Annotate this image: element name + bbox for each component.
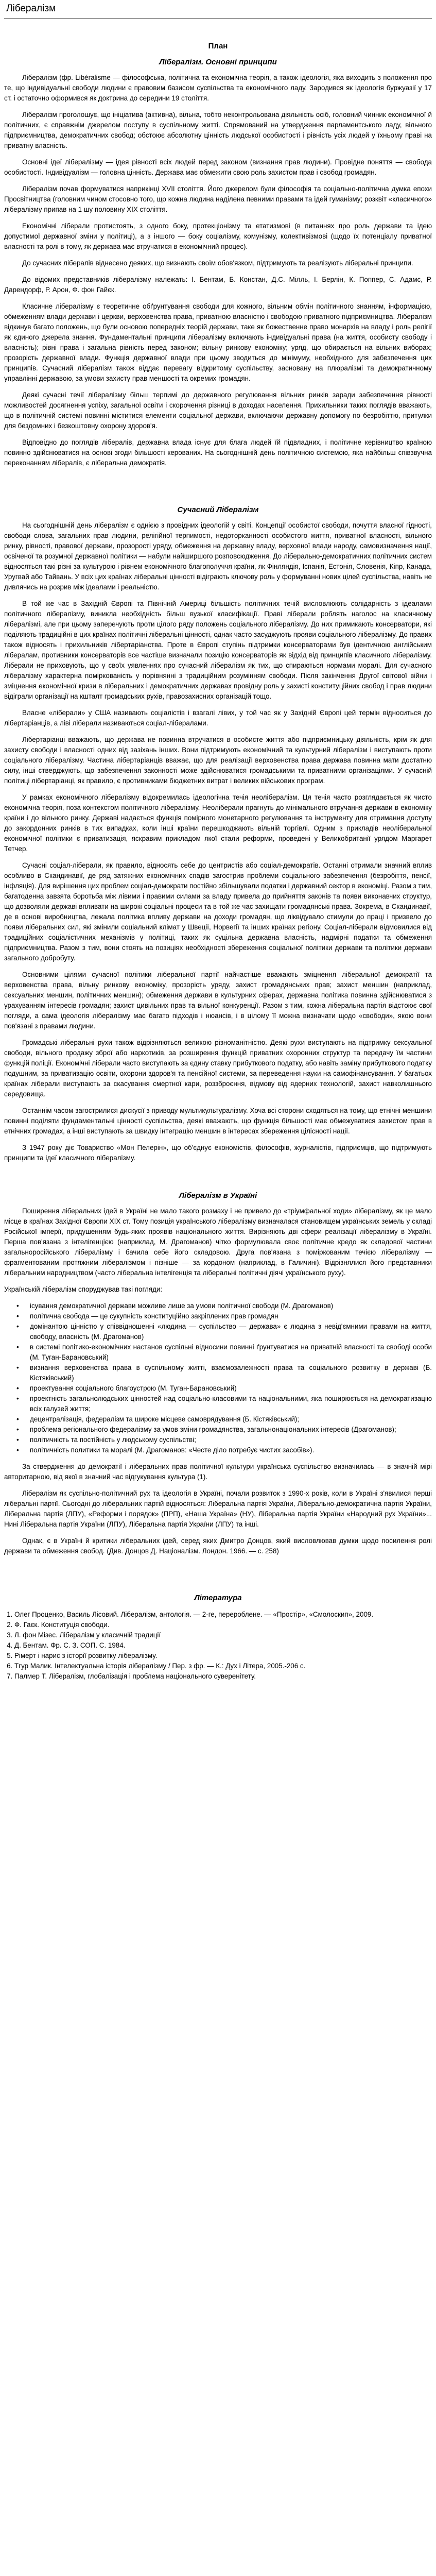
plan-heading: План — [208, 42, 228, 50]
paragraph: Основні ідеї лібералізму — ідея рівності всіх людей перед законом (визнання прав людини). Провідне поняття — свобода особистості. Індивідуалізм — головна цінність. Держава має обмежити свою роль захистом прав і свобод громадян. — [4, 158, 432, 176]
section-literature — [4, 1594, 432, 1682]
paragraph: З 1947 року діє Товариство «Мон Пелерін», що об'єднує економістів, філософів, журналістів, підприємців, що підтримують принципи та ідеї класичного лібералізму. — [4, 1144, 432, 1162]
paragraph: Останнім часом загострилися дискусії з приводу мультикультуралізму. Хоча всі сторони сходяться на тому, що етнічні меншини повинні поділяти фундаментальні цінності суспільства, деякі вважають, що функція більшості має обмежуватися захистом прав в етнічних громадах, а інші виступають за швидку інтеграцію меншин в інтересах збереження цілісності нації. — [4, 1107, 432, 1135]
list-item: • ісування демократичної держави можливе лише за умови політичної свободи (М. Драгоманов) — [30, 1301, 432, 1311]
list-item: 6. Тгур Малик. Інтелектуальна історія лібералізму / Пер. з фр. — К.: Дух і Літера, 2005.-206 с. — [14, 1661, 432, 1671]
section-heading: Лібералізм. Основні принципи — [159, 58, 277, 66]
section-heading: Література — [194, 1594, 242, 1602]
list-item: • проблема регіонального федералізму за умов зміни громадянства, загальнонаціональних інтересів (Драгоманов); — [30, 1425, 432, 1435]
paragraph: Лібералізм почав формуватися наприкінці XVII століття. Його джерелом були філософія та соціально-політична думка епохи Просвітництва (головним чином стосовно того, що кожна людина наділена певними правами та ідей гуманізму; розквіт «класичного» лібералізму припав на 1 шу половину XIX століття. — [4, 185, 432, 213]
list-item: • визнання верховенства права в суспільному житті, взаємозалежності права та соціального розвитку в державі (Б. Кістяківський) — [30, 1363, 432, 1383]
list-item: • в системі політико-економічних настанов суспільні відносини повинні ґрунтуватися на приватній власності та свободі особи (М. Туган-Барановський) — [30, 1342, 432, 1363]
paragraph: Поширення ліберальних ідей в Україні не мало такого розмаху і не привело до «тріумфальної ходи» лібералізму, як це мало місце в країнах Західної Європи XIX ст. Тому позиція українського лібералізму визначалася становищем українських земель у складі Російської імперії, придушенням будь-яких проявів національного життя. Вирізняють дві сфери реалізації лібералізму в Україні. Перша пов'язана з інтелігенцією (наприклад, М. Драгоманов) чітко формулювала своє політичне кредо як складової частини загальноросійського лібералізму і бачила себе його складовою. Друга пов'язана з поміркованим течією лібералізму — фрагментованим протяжним лібералізмом і пізніше — за кордоном (наприклад, в Галичині). Відрізнялися його представники ліберальним народництвом (часто ліберальна інтелігенція та ліберальні політичні діячі українського руху). — [4, 1207, 432, 1277]
paragraph: В той же час в Західній Європі та Північній Америці більшість політичних течій висловлюють солідарність з ідеалами політичного лібералізму, виникла необхідність більш вузької класифікації. Праві ліберали роблять наголос на класичному лібералізмі, але при цьому заперечують проти цілого ряду положень соціального лібералізму. До них примикають консерватори, які поділяють традиційні в цих країнах політичні ліберальні цінності, однак часто засуджують прояви соціального лібералізму. До правих також відносять і прихильників лібертаріанства. Проте в Європі ступінь підтримки консерваторами був ідентичною англійським лібералам, противники консерваторів все частіше визначали позицію консерваторів як відхід від принципів класичного лібералізму. Ліберали не приховують, що у своїх уявленнях про сучасний лібералізм як тих, що спираються нормами моралі. Для сучасного лібералізму характерна поміркованість у порівнянні з традиційним розумінням свободи. Після закінчення Другої світової війни і зміцнення економічної кризи в ліберальних і демократичних державах провідну роль у захисті конституційних свобод і прав людини відіграли організації на кшталт громадських рухів, правозахисних організацій тощо. — [4, 600, 432, 700]
list-item: 4. Д. Бентам. Фр. С. З. СОП. С. 1984. — [14, 1640, 432, 1651]
list-item: • домінантою цінністю у співвідношенні «людина — суспільство — держава» є людина з невід'ємними правами на життя, свободу, власність (М. Драгоманов) — [30, 1321, 432, 1342]
section-heading: Сучасний Лібералізм — [177, 505, 259, 514]
paragraph: Громадські ліберальні рухи також відрізняються великою різноманітністю. Деякі рухи виступають на підтримку сексуальної свободи, вільного продажу зброї або наркотиків, за розширення функцій приватних охоронних структур та передачу їм частини функцій поліції. Економічні ліберали часто виступають за єдину ставку прибуткового податку, або навіть заміну прибуткового податку подушним, за приватизацію освіти, охорони здоров'я та пенсійної системи, за переведення науки на самофінансування. У багатьох країнах ліберали виступають за скасування смертної кари, роззброєння, відмову від ядерних технологій, захист навколишнього середовища. — [4, 1039, 432, 1098]
paragraph: Власне «ліберали» у США називають соціалістів і взагалі лівих, у той час як у Західній Європі цей термін відноситься до лібертаріанців, а ліві ліберали називаються соціал-лібералами. — [4, 709, 432, 727]
document-title: Лібералізм — [6, 3, 56, 14]
paragraph: Лібералізм (фр. Libéralisme — філософська, політична та економічна теорія, а також ідеологія, яка виходить з положення про те, що індивідуальні свободи людини є правовим базисом суспільства та економічного ладу. Зародився як ідеологія буржуазії у 17 ст. і остаточно оформився як доктрина до середини 19 століття. — [4, 74, 432, 102]
list-item: 7. Палмер Т. Лібералізм, глобалізація і проблема національного суверенітету. — [14, 1671, 432, 1682]
paragraph: Однак, є в Україні й критики ліберальних ідей, серед яких Дмитро Донцов, який висловлював думки щодо посилення ролі держави та обмеження свобод. (Див. Донцов Д. Націоналізм. Лондон. 1966. — с. 258) — [4, 1537, 432, 1555]
section-principles — [4, 58, 432, 468]
paragraph: Класичне лібералізму є теоретичне обґрунтування свободи для кожного, вільним обмін політичного знанням, інформацією, обмеженням влади держави і церкви, верховенства права, приватною власністю і свободою приватного підприємництва. Лібералізм відкинув багато положень, що були основою попередніх теорій держави, таке як божественне право монархів на владу і роль релігії як єдиного джерела знання. Фундаментальні принципи лібералізму включають індивідуальні права (на життя, особисту свободу і власність); рівні права і загальна рівність перед законом; вільну ринкову економіку; уряд, що обирається на вільних виборах; прозорість державної влади. Функція державної влади при цьому зводиться до мінімуму, необхідного для забезпечення цих принципів. Сучасний лібералізм також віддає перевагу відкритому суспільству, засновану на плюралізмі та демократичному управлінні державою, за умови захисту прав меншості та окремих громадян. — [4, 302, 432, 382]
list-item: • політичність та постійність у людському суспільстві; — [30, 1435, 432, 1445]
list-item: • проектування соціального благоустрою (М. Туган-Барановський) — [30, 1383, 432, 1394]
paragraph: Українській лібералізм споруджував такі погляди: — [4, 1285, 163, 1293]
paragraph: За ствердження до демократії і ліберальних прав політичної культури українська суспільство визначилась — в значній мірі авторитарною, від якої в значний час відгукування культура (1). — [4, 1463, 432, 1481]
list-item: 5. Рімерт і нарис з історії розвитку лібералізму. — [14, 1651, 432, 1661]
section-modern — [4, 505, 432, 1163]
paragraph: Деякі сучасні течії лібералізму більш терпимі до державного регулювання вільних ринків заради забезпечення рівності можливостей досягнення успіху, загальної освіти і скорочення різниці в доходах населення. Прихильники таких поглядів вважають, що в політичній системі повинні міститися елементи соціальної держави, включаючи державну допомогу по безробіттю, притулки для бездомних і безкоштовну охорону здоров'я. — [4, 391, 432, 430]
paragraph: Лібералізм проголошує, що ініціатива (активна), вільна, тобто неконтрольована діяльність осіб, головний чинник економічної й політичних, є справжнім джерелом поступу в суспільному житті. Спрямований на утвердження парламентського ладу, вільного підприємництва, демократичних свобод; обстоює абсолютну цінність людської особистості і рівність усіх людей у їхньому праві на приватну власність. — [4, 111, 432, 149]
paragraph: Економічні ліберали протистоять, з одного боку, протекціонізму та етатизмові (в питаннях про роль держави та ідею допустимої державної зміни у політиці), а з іншого — боку соціалізму, комунізму, колективізмові (щодо їх потенціалу приватної власності та ролі в тому, як держава має втручатися в економічний процес). — [4, 222, 432, 250]
literature-list — [4, 1609, 432, 1682]
list-item: • політична свобода — це сукупність конституційно закріплених прав громадян — [30, 1311, 432, 1321]
paragraph: Основними цілями сучасної політики ліберальної партії найчастіше вважають зміцнення ліберальної демократії та верховенства права, вільну ринкову економіку, прозорість уряду, захист громадянських прав; захист меншин (наприклад, сексуальних меншин, політичних меншин); обмеження держави в культурних сферах, державна політика повинна здійснюватися з урахуванням інтересів громадян; захист цивільних прав та вільної конкуренції. Разом з тим, кожна ліберальна партія відстоює свої погляди, а сама ідеологія лібералізму має багато підходів і нюансів, і в цілому її можна визначати щодо «свободи», якою вони пов'язані з правами людини. — [4, 971, 432, 1030]
section-ukraine — [4, 1191, 432, 1556]
section-heading: Лібералізм в Україні — [179, 1191, 257, 1200]
ideas-list — [4, 1301, 432, 1455]
paragraph: Лібертаріанці вважають, що держава не повинна втручатися в особисте життя або підприємницьку діяльність, крім як для захисту свободи і власності одних від зазіхань інших. Вони підтримують економічний та культурний лібералізм і виступають проти соціального лібералізму. Частина лібертаріанців вважає, що для реалізації верховенства права держава повинна мати достатню силу, інші стверджують, що забезпечення законності може здійснюватися громадськими та приватними організаціями. У сучасній політиці лібертаріанці, як правило, є противниками бюджетних витрат і великих військових програм. — [4, 736, 432, 785]
list-item: 1. Олег Проценко, Василь Лісовий. Лібералізм, антологія. — 2-ге, перероблене. — «Простір», «Смолоскип», 2009. — [14, 1609, 432, 1620]
paragraph: До відомих представників лібералізму належать: І. Бентам, Б. Констан, Д.С. Мілль, І. Берлін, К. Поппер, С. Адамс, Р. Дарендорф, Р. Арон, Ф. фон Гайєк. — [4, 276, 432, 294]
list-item: • децентралізація, федералізм та широке місцеве самоврядування (Б. Кістяківський); — [30, 1414, 432, 1425]
list-item: 2. Ф. Гаєк. Конституція свободи. — [14, 1620, 432, 1630]
paragraph: У рамках економічного лібералізму відокремилась ідеологічна течія неолібералізм. Ця течія часто розглядається як чисто економічна теорія, поза контекстом політичного лібералізму. Неоліберали прагнуть до мінімального втручання держави в економіку країни і до вільного ринку. Державі надається функція помірного монетарного регулювання та інструменту для отримання доступу до закордонних ринків в тих випадках, коли інші країни перешкоджають вільній торгівлі. Одним з прикладів неоліберальної економічної політики є приватизація, яскравим прикладом якої стали реформи, проведені у Великобританії урядом Маргарет Тетчер. — [4, 793, 432, 853]
paragraph: Сучасні соціал-ліберали, як правило, відносять себе до центристів або соціал-демократів. Останні отримали значний вплив особливо в Скандинавії, де ряд затяжних економічних спадів загострив проблеми соціального забезпечення (безробіття, пенсії, інфляція). Для вирішення цих проблем соціал-демократи постійно збільшували податки і державний сектор в економіці. Разом з тим, багатоденна завзята боротьба між лівими і правими силами за владу привела до прийняття законів та появи виконавчих структур, що дозволяли державі впливати на широкі соціальні процеси та в той же час захищати громадянські права. Зокрема, в Скандинавії, де в основі виробництва, лежала політика впливу держави на доходи громадян, що ліквідувало стимули до праці і призвело до появи ліберальних сил, які змінили соціальний клімат у Швеції, Норвегії та інших країнах регіону. Соціал-ліберали відмовилися від традиційних соціалістичних механізмів у політиці, таких як суцільна державна власність, надмірні податки та обмеження підприємництва. Разом з тим, вони стоять на позиціях необхідності збереження соціальної політики держави та політики держави загального добробуту. — [4, 861, 432, 962]
list-item: 3. Л. фон Мізес. Лібералізм у класичній традиції — [14, 1630, 432, 1640]
paragraph: На сьогоднішній день лібералізм є однією з провідних ідеологій у світі. Концепції особистої свободи, почуття власної гідності, свободи слова, загальних прав людини, релігійної терпимості, недоторканності особистого життя, приватної власності, вільного ринку, рівності, правової держави, прозорості уряду, обмеження на державну владу, верховної влади народу, самовизначення нації, освіченої та розумної державної політики — набули найширшого розповсюдження. До ліберально-демократичних політичних систем відносяться такі різні за культурою і рівнем економічного благополуччя країни, як Фінляндія, Іспанія, Естонія, Словенія, Кіпр, Канада, Уругвай або Тайвань. У всіх цих країнах ліберальні цінності відіграють ключову роль у формуванні нових цілей суспільства, навіть не дивлячись на розрив між ідеалами і реальністю. — [4, 521, 432, 591]
list-item: • політичність политики та моралі (М. Драгоманов: «Честе діло потребує чистих засобів»). — [30, 1445, 432, 1455]
paragraph: До сучасних лібералів віднесено деяких, що визнають своїм обов'язком, підтримують та реалізують ліберальні принципи. — [22, 259, 413, 267]
paragraph: Лібералізм як суспільно-політичний рух та ідеологія в Україні, почали розвиток з 1990-х років, коли в Україні з'явилися перші ліберальні партії. Сьогодні до ліберальних партій відносяться: Ліберальна партія України, Ліберально-демократична партія України, Ліберальна партія (ЛПУ), «Реформи і порядок» (ПРП), «Наша Україна» (НУ), Ліберальна партія України «Народний рух України»... Нині Ліберальна партія України (ЛПУ), Ліберальна партія України (ЛПУ) та інші. — [4, 1489, 432, 1528]
list-item: • проектність загальнолюдських цінностей над соціально-класовими та національними, яка поширюється на демократизацію всіх галузей життя; — [30, 1394, 432, 1414]
paragraph: Відповідно до поглядів лібералів, державна влада існує для блага людей їй підвладних, і політичне керівництво країною повинно здійснюватися на основі згоди більшості керованих. На сьогоднішній день політичною системою, яка найбільш співзвучна переконанням лібералів, є ліберальна демократія. — [4, 438, 432, 467]
